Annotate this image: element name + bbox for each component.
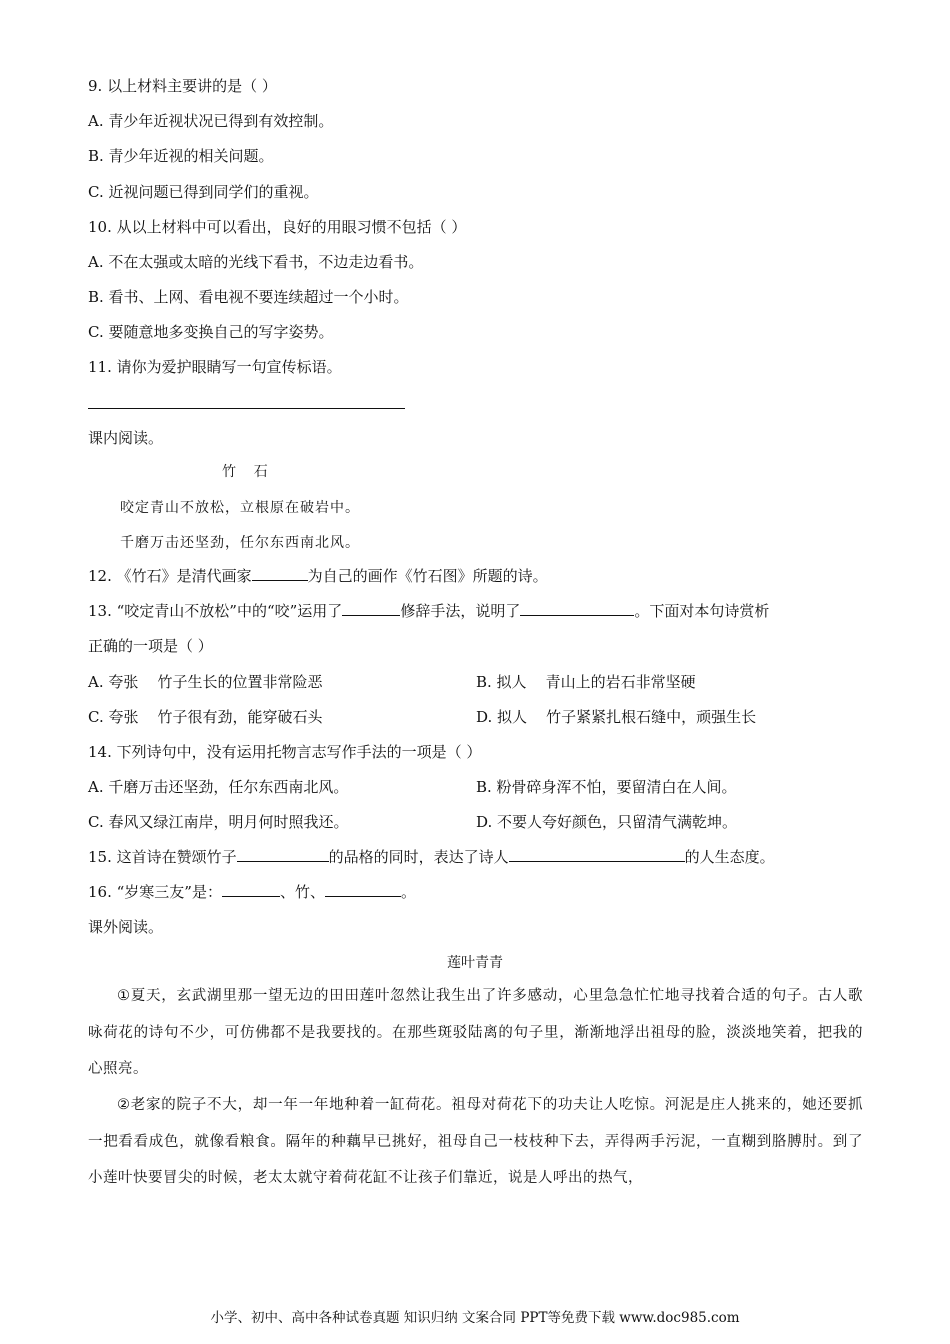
q9-stem: 9. 以上材料主要讲的是（ ） <box>88 77 277 95</box>
q11-answer-line[interactable] <box>88 408 405 409</box>
q13-blank-2[interactable] <box>520 601 634 616</box>
q13-pre: 13. “咬定青山不放松”中的“咬”运用了 <box>88 602 343 620</box>
q9-option-a: A. 青少年近视状况已得到有效控制。 <box>88 112 334 130</box>
q13-line-2: 正确的一项是（ ） <box>88 637 213 655</box>
q15 <box>88 847 775 867</box>
q16-blank-1[interactable] <box>222 882 280 897</box>
q12-blank[interactable] <box>252 566 308 581</box>
page-footer: 小学、初中、高中各种试卷真题 知识归纳 文案合同 PPT等免费下载 www.doc985.com <box>210 1310 740 1326</box>
q15-post: 的人生态度。 <box>684 848 775 866</box>
q14-option-b: B. 粉骨碎身浑不怕，要留清白在人间。 <box>476 778 737 796</box>
q14-stem: 14. 下列诗句中，没有运用托物言志写作手法的一项是（ ） <box>88 743 482 761</box>
q13-option-a: A. 夸张 竹子生长的位置非常险恶 <box>88 673 323 691</box>
q12-post: 为自己的画作《竹石图》所题的诗。 <box>307 567 548 585</box>
q16-post: 。 <box>400 883 416 901</box>
q11-stem: 11. 请你为爱护眼睛写一句宣传标语。 <box>88 358 342 376</box>
poem-line-1: 咬定青山不放松，立根原在破岩中。 <box>120 500 360 516</box>
q10-stem: 10. 从以上材料中可以看出，良好的用眼习惯不包括（ ） <box>88 218 467 236</box>
q13-blank-1[interactable] <box>342 601 400 616</box>
q13 <box>88 601 769 621</box>
q12 <box>88 566 548 586</box>
article-paragraph-1: ①夏天，玄武湖里那一望无边的田田莲叶忽然让我生出了许多感动，心里急急忙忙地寻找着合适的句子。古人歌咏荷花的诗句不少，可仿佛都不是我要找的。在那些斑驳陆离的句子里，渐渐地浮出祖母的脸，淡淡地笑着，把我的心照亮。 <box>88 988 863 1077</box>
q14-option-d: D. 不要人夸好颜色，只留清气满乾坤。 <box>476 813 738 831</box>
q9-option-b: B. 青少年近视的相关问题。 <box>88 147 274 165</box>
q14-option-a: A. 千磨万击还坚劲，任尔东西南北风。 <box>88 778 349 796</box>
q15-blank-2[interactable] <box>509 847 685 862</box>
q13-option-c: C. 夸张 竹子很有劲，能穿破石头 <box>88 708 323 726</box>
q13-option-b: B. 拟人 青山上的岩石非常坚硬 <box>476 673 696 691</box>
q10-option-b: B. 看书、上网、看电视不要连续超过一个小时。 <box>88 288 409 306</box>
q13-option-d: D. 拟人 竹子紧紧扎根石缝中，顽强生长 <box>476 708 757 726</box>
q10-option-a: A. 不在太强或太暗的光线下看书，不边走边看书。 <box>88 253 424 271</box>
q15-pre: 15. 这首诗在赞颂竹子 <box>88 848 237 866</box>
q13-post: 。下面对本句诗赏析 <box>634 602 770 620</box>
q14-option-c: C. 春风又绿江南岸，明月何时照我还。 <box>88 813 349 831</box>
section-in-class-reading: 课内阅读。 <box>88 429 164 447</box>
q16-pre: 16. “岁寒三友”是： <box>88 883 222 901</box>
q16-blank-2[interactable] <box>325 882 401 897</box>
poem-title: 竹 石 <box>222 464 268 480</box>
q15-blank-1[interactable] <box>237 847 329 862</box>
q9-option-c: C. 近视问题已得到同学们的重视。 <box>88 183 319 201</box>
q10-option-c: C. 要随意地多变换自己的写字姿势。 <box>88 323 334 341</box>
q16-mid: 、竹、 <box>279 883 325 901</box>
q15-mid: 的品格的同时，表达了诗人 <box>328 848 509 866</box>
q13-mid: 修辞手法，说明了 <box>400 602 521 620</box>
section-extra-reading: 课外阅读。 <box>88 918 164 936</box>
poem-line-2: 千磨万击还坚劲，任尔东西南北风。 <box>120 535 360 551</box>
q16 <box>88 882 416 902</box>
article-title: 莲叶青青 <box>447 955 503 971</box>
article-paragraph-2: ②老家的院子不大，却一年一年地种着一缸荷花。祖母对荷花下的功夫让人吃惊。河泥是庄人挑来的，她还要抓一把看看成色，就像看粮食。隔年的种藕早已挑好，祖母自己一枝枝种下去，弄得两手污泥，一直糊到胳膊肘。到了小莲叶快要冒尖的时候，老太太就守着荷花缸不让孩子们靠近，说是人呼出的热气， <box>88 1097 863 1186</box>
q12-pre: 12. 《竹石》是清代画家 <box>88 567 252 585</box>
